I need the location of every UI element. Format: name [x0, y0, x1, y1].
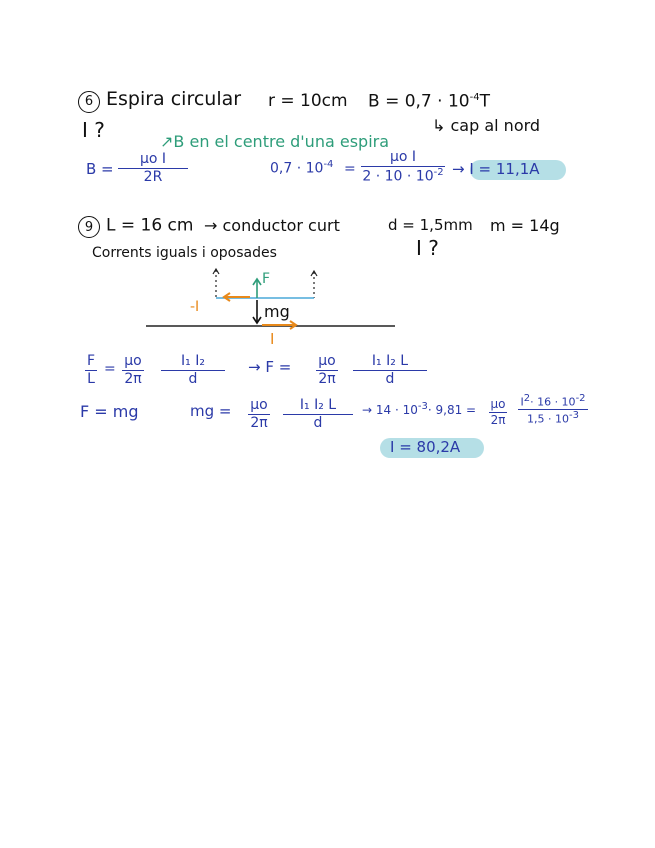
- problem9-question: I ?: [416, 236, 439, 260]
- eq4-fraction-currents: $\frac{\text{I₁ I₂ L}}{d}$: [282, 398, 354, 430]
- problem6-question: I ?: [82, 118, 105, 142]
- problem6-sub-fraction: $\frac{\text{μo I}}{2 \cdot 10 \cdot 10^{-2}}$: [362, 149, 444, 185]
- problem9-distance: d = 1,5mm: [388, 216, 473, 234]
- problem9-result: I = 80,2A: [390, 438, 461, 456]
- eq1-fraction-fl: $\frac{F}{L}$: [86, 353, 96, 387]
- eq5-lhs: → $14 \cdot 10^{-3}\cdot 9,81$ =: [362, 401, 477, 417]
- problem9-length: L = 16 cm: [106, 215, 194, 236]
- eq1-equals: =: [104, 361, 116, 377]
- problem6-formula-fraction: $\frac{\text{μo I}}{2R}$: [118, 152, 188, 184]
- problem9-mass: m = 14g: [490, 216, 560, 235]
- problem6-field: $B = 0,7 \cdot 10^{-4}T$: [368, 91, 490, 112]
- eq4-lhs: mg =: [190, 402, 232, 420]
- eq2-fraction-currents: $\frac{\text{I₁ I₂ L}}{d}$: [352, 354, 428, 386]
- eq2-fraction-mu: $\frac{\mu o}{2\pi}$: [318, 353, 336, 387]
- problem6-center-note: ↗B en el centre d'una espira: [160, 132, 390, 151]
- eq1-fraction-mu: $\frac{\mu o}{2\pi}$: [124, 353, 142, 387]
- problem9-number: 9: [78, 216, 100, 238]
- problem6-direction: ↳ cap al nord: [432, 116, 541, 135]
- problem9-currents: Corrents iguals i oposades: [92, 245, 277, 261]
- diagram-weight-label: mg: [264, 302, 290, 321]
- problem6-radius: r = 10cm: [268, 91, 348, 111]
- problem6-sub-lhs: $0,7 \cdot 10^{-4}$: [270, 159, 334, 177]
- problem6-title: Espira circular: [106, 88, 242, 110]
- arrow-icon: →: [204, 216, 218, 235]
- eq3: F = mg: [80, 402, 139, 421]
- arrow-icon: ↳: [432, 116, 446, 135]
- diagram-minus-current-label: -I: [190, 299, 200, 315]
- eq5-fraction-main: $\frac{I^2\cdot 16 \cdot 10^{-2}}{1,5 \cdot 10^{-3}}$: [518, 394, 588, 425]
- diagram-current-label: I: [270, 330, 275, 348]
- arrow-icon: →: [248, 358, 261, 376]
- eq4-fraction-mu: $\frac{\mu o}{2\pi}$: [250, 397, 268, 431]
- arrow-icon: →: [452, 160, 465, 178]
- eq1-fraction-currents: $\frac{\text{I₁ I₂}}{d}$: [158, 354, 228, 386]
- problem6-sub-eq: =: [344, 161, 356, 177]
- problem9-short-conductor: → conductor curt: [204, 216, 340, 235]
- problem6-result: → I = 11,1A: [452, 160, 540, 178]
- eq2-lhs: → F =: [248, 358, 292, 376]
- problem6-formula-lhs: B =: [86, 160, 114, 178]
- problem6-number: 6: [78, 91, 100, 113]
- eq5-fraction-mu: $\frac{\mu o}{2\pi}$: [490, 397, 506, 427]
- arrow-icon: ↗: [160, 132, 174, 151]
- arrow-icon: →: [362, 403, 373, 417]
- diagram-force-label: F: [262, 271, 271, 287]
